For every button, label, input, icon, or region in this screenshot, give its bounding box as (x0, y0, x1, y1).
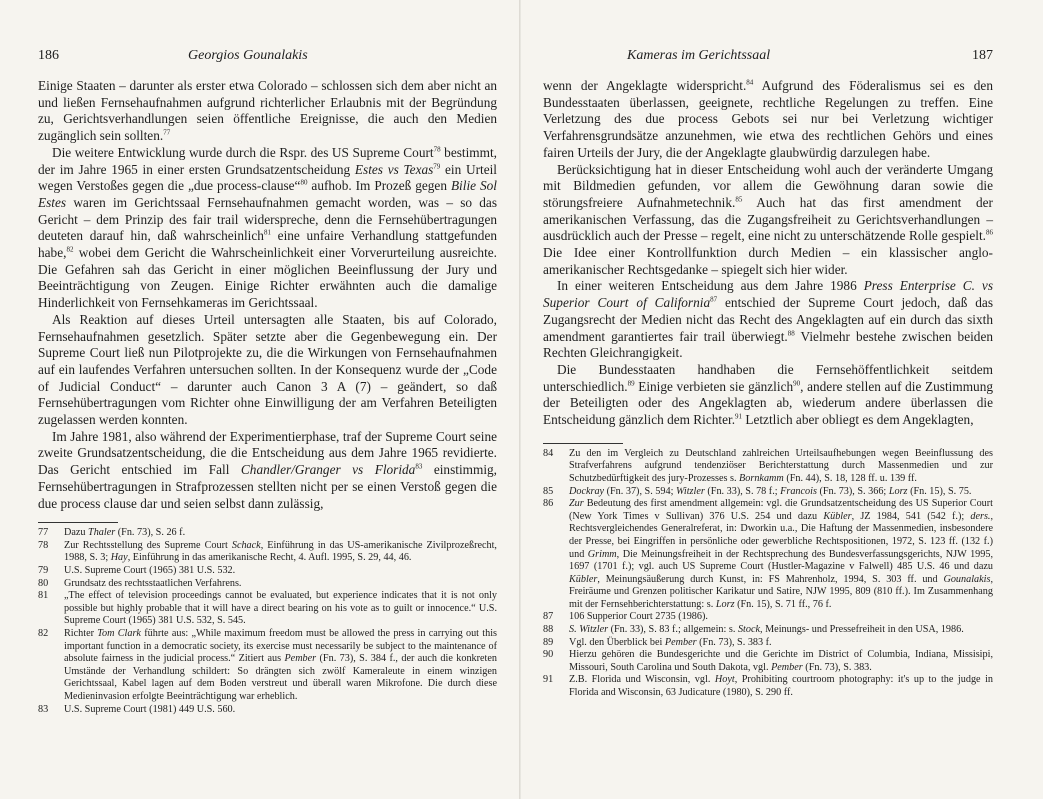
italic-text: Dockray (569, 485, 605, 497)
left-page (0, 0, 521, 799)
footnote-number: 91 (543, 674, 554, 686)
footnote (543, 624, 993, 637)
footnote-ref: 91 (735, 412, 743, 421)
text-run: , JZ 1984, 541 (542 f.); (851, 510, 971, 522)
text-run: (Fn. 33), S. 78 f.; (704, 485, 781, 497)
italic-text: S. Witzler (569, 624, 609, 636)
text-run: (Fn. 15), S. 75. (907, 485, 972, 497)
running-head: Kameras im Gerichtssaal (627, 48, 771, 63)
text-run: (Fn. 73), S. 384 f., der auch die konkreten Umstände der Verhandlung schildert: So drängten sich zwölf Kameraleute in einem winzigen Gerichtssaal, Kabel lagen auf dem Boden verstreut und überall waren Mikrofone. Die durch diese Medieninvasion erfolgte Beeinträchtigung war erheblich. (64, 653, 497, 702)
footnote-text (569, 486, 993, 499)
text-run: einstimmig, Fernsehübertragungen in Strafprozessen stellten nicht per se einen Verstoß gegen die due process clause dar und seien selbst dann zulässig, (38, 462, 497, 511)
text-run: wenn der Angeklagte widerspricht. (543, 78, 747, 93)
text-run: Z.B. Florida und Wisconsin, vgl. (569, 674, 715, 686)
footnote-text (569, 674, 993, 699)
footnote (543, 674, 993, 699)
text-run: (Fn. 33), S. 83 f.; allgemein: s. (608, 624, 738, 636)
text-run: 106 Supperior Court 2735 (1986). (569, 611, 708, 623)
footnote-number: 80 (38, 577, 49, 589)
text-run: (Fn. 44), S. 18, 128 ff. u. 139 ff. (783, 472, 917, 484)
text-run: (Fn. 73), S. 26 f. (115, 527, 186, 539)
text-run: Berücksichtigung hat in dieser Entscheidung wohl auch der veränderte Umgang mit Bildmedien gefunden, vor allem die Gewöhnung daran sowie die störungsfreiere Aufnahmetechnik. (543, 161, 993, 210)
running-head: Georgios Gounalakis (188, 48, 308, 63)
italic-text: Bornkamm (739, 472, 784, 484)
footnote (543, 486, 993, 499)
footnote-text (569, 637, 993, 650)
italic-text: Bilie Sol Estes (38, 178, 497, 210)
footnote-number: 77 (38, 527, 49, 539)
footnote-number: 87 (543, 611, 554, 623)
italic-text: Kübler (823, 510, 852, 522)
italic-text: Kübler (569, 573, 598, 585)
right-body-text (543, 78, 993, 429)
footnote (38, 704, 497, 717)
body-paragraph (543, 162, 993, 279)
body-paragraph (38, 145, 497, 312)
italic-text: Pember (771, 661, 803, 673)
footnote (38, 540, 497, 565)
text-run: Grundsatz des rechtsstaatlichen Verfahrens. (64, 577, 242, 589)
text-run: U.S. Supreme Court (1965) 381 U.S. 532. (64, 565, 236, 577)
footnote-text (64, 527, 497, 540)
footnote-rule (38, 522, 118, 523)
italic-text: Chandler/Granger vs Florida (240, 462, 416, 478)
footnote-number: 83 (38, 703, 49, 715)
italic-text: Pember (664, 636, 697, 648)
body-paragraph (543, 78, 993, 162)
italic-text: Witzler (675, 485, 705, 497)
footnote-ref: 84 (746, 78, 754, 87)
italic-text: Tom Clark (97, 628, 141, 640)
text-run: (Fn. 73), S. 383. (802, 661, 872, 673)
body-paragraph (543, 362, 993, 429)
footnote-number: 88 (543, 624, 554, 636)
italic-text: Stock (737, 624, 761, 636)
footnote-ref: 80 (300, 178, 308, 187)
text-run: Die Bundesstaaten handhaben die Fernsehöffentlichkeit seitdem unterschiedlich. (543, 361, 993, 394)
italic-text: Francois (780, 485, 817, 497)
right-page (521, 0, 1043, 799)
text-run: , Einführung in das US-amerikanische Zivilprozeßrecht, 1988, S. 3; (64, 539, 497, 564)
footnote-ref: 82 (66, 245, 74, 254)
text-run: (Fn. 37), S. 594; (604, 485, 676, 497)
footnote-ref: 81 (263, 228, 271, 237)
italic-text: Press Enterprise C. vs Superior Court of California (543, 278, 993, 311)
text-run: Zu den im Vergleich zu Deutschland zahlreichen Urteilsaufhebungen wegen Beeinflussung des Strafverfahrens aufgrund tendenziöser Berichterstattung durch Massenmedien und zur Schutzbedürftigkeit des jury-Prozesses s. (569, 447, 993, 484)
text-run: Vielmehr bestehe zwischen beiden Rechten Gleichrangigkeit. (543, 328, 993, 361)
footnote-number: 85 (543, 485, 554, 497)
footnote (38, 628, 497, 704)
text-run: Letztlich aber obliegt es dem Angeklagten, (742, 412, 974, 428)
footnote (543, 498, 993, 611)
text-run: Hierzu gehören die Bundesgerichte und die Gerichte im District of Columbia, Indiana, Missisipi, Missouri, South Carolina und South Dakota, vgl. (569, 649, 993, 673)
italic-text: Pember (284, 653, 317, 665)
text-run: , Freiräume und Grenzen politischer Karikatur und Satire, NJW 1995, 809 (810 ff.). Im Zusammenhang mit der Fernsehberichterstattung: s. (569, 573, 993, 610)
text-run: Einige Staaten – darunter als erster etwa Colorado – schlossen sich dem aber nicht an und ließen Fernsehaufnahmen aufgrund richterlicher Erlaubnis mit der Begründung zu, Gerichtsverhandlungen seien öffentliche Ereignisse, die auch den Medien zugänglich sein sollten. (38, 78, 497, 144)
footnote-ref: 79 (433, 162, 441, 171)
footnote-text (64, 704, 497, 717)
italic-text: ders. (970, 510, 991, 522)
italic-text: Zur (569, 498, 584, 510)
footnote-text (64, 565, 497, 578)
text-run: , Meinungs- und Pressefreiheit in den USA, 1986. (760, 624, 964, 636)
footnote-number: 90 (543, 649, 554, 661)
text-run: ein Urteil wegen Verstoßes gegen die „due process-clause“ (38, 161, 497, 194)
footnote-ref: 77 (163, 128, 171, 137)
text-run: Als Reaktion auf dieses Urteil untersagten alle Staaten, bis auf Colorado, Fernsehaufnahmen gesetzlich. Später setzte aber die Gegenbewegung ein. Der Supreme Court ließ nun Pilotprojekte zu, die die Wirkungen von Fernsehaufnahmen auf ein laufendes Verfahren untersuchen sollten. In der Konsequenz wurde der „Code of Judicial Conduct“ – darunter auch Canon 3 A (7) – geändert, so daß Fernsehübertragungen vom Richter ohne Einwilligung der am Verfahren Beteiligten zugelassen werden konnten. (38, 311, 497, 428)
text-run: Aufgrund des Föderalismus sei es den Bundesstaaten überlassen, geeignete, rechtliche Regelungen zu treffen. Eine Verletzung des due process Gebots sei nur bei Verletzung wichtiger Verfahrensgrundsätze anzunehmen, wie etwa des rechtlichen Gehörs und eines fairen Urteils der Jury, die der Angeklagte glaubwürdig darzulegen habe. (543, 78, 993, 160)
text-run: Dazu (64, 527, 89, 539)
footnote-ref: 88 (787, 329, 795, 338)
footnote (543, 611, 993, 624)
text-run: Die Idee einer Kontrollfunktion durch Medien – ein klassischer anglo-amerikanischer Rechtsgedanke – spiegelt sich hier wider. (543, 245, 993, 277)
footnote (543, 448, 993, 486)
right-page-header (543, 40, 993, 64)
footnote-number: 82 (38, 628, 49, 640)
text-run: „The effect of television proceedings cannot be evaluated, but experience indicates that it is not only possible but highly probable that it will have a direct bearing on his vote as to guilt or innocence.“ U.S. Supreme Court (1965) 381 U.S. 532, S. 545. (64, 590, 497, 627)
page-number: 186 (38, 48, 59, 63)
text-run: waren im Gerichtssaal Fernsehaufnahmen gemacht worden, was – so das Gericht – dem Prinzip des fair trail widerspreche, denn die Fernsehübertragungen deuteten darauf hin, daß wahrscheinlich (38, 194, 497, 244)
footnote-text (569, 649, 993, 674)
footnote-text (569, 498, 993, 611)
footnote-number: 78 (38, 539, 49, 551)
italic-text: Grimm (587, 548, 617, 560)
footnote-number: 86 (543, 498, 554, 510)
italic-text: Lorz (715, 598, 735, 610)
footnote-number: 84 (543, 447, 554, 459)
text-run: (Fn. 73), S. 366; (816, 485, 889, 497)
footnote-number: 79 (38, 565, 49, 577)
footnote-number: 89 (543, 636, 554, 648)
footnote-text (64, 578, 497, 591)
body-paragraph (38, 78, 497, 145)
left-page-header (38, 40, 497, 64)
footnote-text (64, 628, 497, 704)
footnote (38, 590, 497, 628)
text-run: , Einführung in das amerikanische Recht, 4. Aufl. 1995, S. 29, 44, 46. (127, 552, 412, 564)
body-paragraph (38, 312, 497, 429)
text-run: Richter (64, 628, 98, 640)
text-run: Zur Rechtsstellung des Supreme Court (64, 539, 232, 551)
page-number: 187 (972, 48, 993, 63)
footnote-number: 81 (38, 590, 49, 602)
italic-text: Schack (231, 539, 261, 551)
footnote-ref: 85 (735, 195, 743, 204)
footnote-ref: 90 (793, 379, 801, 388)
footnote (543, 637, 993, 650)
text-run: bestimmt, der im Jahre 1965 in einer ersten Grundsatzentscheidung (38, 144, 497, 177)
footnote (543, 649, 993, 674)
text-run: Vgl. den Überblick bei (569, 636, 665, 648)
left-body-text (38, 78, 497, 512)
text-run: wobei dem Gericht die Wahrscheinlichkeit einer Vorverurteilung ausreichte. Die Gefahren sah das Gericht in einer möglichen Beeinflussung der Jury und Beeinträchtigung von Zeugen. Einige Richter erwähnten auch die damalige Hinderlichkeit von Fernsehkameras im Gerichtssaal. (38, 245, 497, 311)
text-run: , Rechtsvergleichendes Generalreferat, in: Dworkin u.a., Die Haftung der Massenmedien, insbesondere der Presse, bei Eingriffen in persönliche oder gewerbliche Rechtspositionen, 1972, S. 123 ff. (132 f.) und (569, 510, 993, 560)
text-run: eine unfaire Verhandlung stattgefunden habe, (38, 228, 498, 261)
footnote (38, 578, 497, 591)
text-run: (Fn. 15), S. 71 ff., 76 f. (734, 598, 832, 610)
italic-text: Gounalakis (943, 573, 991, 585)
text-run: aufhob. Im Prozeß gegen (307, 178, 451, 194)
text-run: , Meinungsäußerung durch Kunst, in: FS Mahrenholz, 1994, S. 303 ff. und (597, 573, 944, 585)
text-run: In einer weiteren Entscheidung aus dem Jahre 1986 (557, 278, 864, 294)
footnote-rule (543, 443, 623, 444)
text-run: Im Jahre 1981, also während der Experimentierphase, traf der Supreme Court seine zweite Grundsatzentscheidung, die die Entscheidung aus dem Jahre 1965 revidierte. Das Gericht entschied im Fall (38, 428, 497, 478)
footnote-text (64, 590, 497, 628)
footnote-text (569, 448, 993, 486)
text-run: Einige verbieten sie gänzlich (634, 378, 794, 394)
text-run: Auch hat das first amendment der amerikanischen Verfassung, das die Zugangsfreiheit zu Gerichtsverhandlungen – ausdrücklich auch der Presse – regelt, eine nicht zu unterschätzende Rolle gespielt. (543, 194, 993, 244)
footnote-ref: 78 (433, 145, 441, 154)
italic-text: Estes vs Texas (354, 161, 434, 177)
italic-text: Lorz (888, 485, 908, 497)
text-run: entschied der Supreme Court jedoch, daß das Zugangsrecht der Medien nicht das Recht des Angeklagten auf ein durch das sixth amendment garantiertes fair trail überwiegt. (543, 295, 993, 344)
italic-text: Hay (110, 552, 128, 564)
footnote-text (64, 540, 497, 565)
text-run: Die weitere Entwicklung wurde durch die Rspr. des US Supreme Court (52, 144, 434, 160)
text-run: , andere stellen auf die Zustimmung der Beteiligten oder des Angeklagten ab, wiederum andere überlassen die Entscheidung gänzlich dem Richter. (543, 378, 993, 428)
text-run: , Die Meinungsfreiheit in der Rechtsprechung des Bundesverfassungsgerichts, NJW 1995, 1697 (1701 f.); vgl. auch US Supreme Court (Hustler-Magazine v Falwell) 485 U.S. 46 und dazu (569, 548, 993, 573)
text-run: Bedeutung des first amendment allgemein: vgl. die Grundsatzentscheidung des US Superior Court (New York Times v Sullivan) 376 U.S. 254 und dazu (569, 498, 993, 522)
footnote-ref: 83 (415, 462, 423, 471)
right-footnotes (543, 448, 993, 700)
footnote-ref: 87 (710, 295, 718, 304)
text-run: (Fn. 73), S. 383 f. (696, 636, 772, 648)
footnote-ref: 89 (627, 379, 635, 388)
text-run: , Prohibiting courtroom photography: it's up to the judge in Florida and Wisconsin, 63 Judicature (1980), S. 290 ff. (569, 674, 993, 699)
text-run: U.S. Supreme Court (1981) 449 U.S. 560. (64, 703, 236, 715)
left-footnotes (38, 527, 497, 716)
footnote (38, 565, 497, 578)
italic-text: Thaler (88, 527, 116, 539)
text-run: führte aus: „While maximum freedom must be allowed the press in carrying out this important function in a democratic society, its exercise must necessarily be subject to the maintenance of absolute fairness in the judicial process.“ Zitiert aus (64, 628, 497, 665)
footnote-text (569, 611, 993, 624)
footnote-text (569, 624, 993, 637)
italic-text: Hoyt (714, 674, 735, 686)
body-paragraph (543, 278, 993, 362)
footnote (38, 527, 497, 540)
body-paragraph (38, 429, 497, 513)
footnote-ref: 86 (986, 228, 993, 237)
